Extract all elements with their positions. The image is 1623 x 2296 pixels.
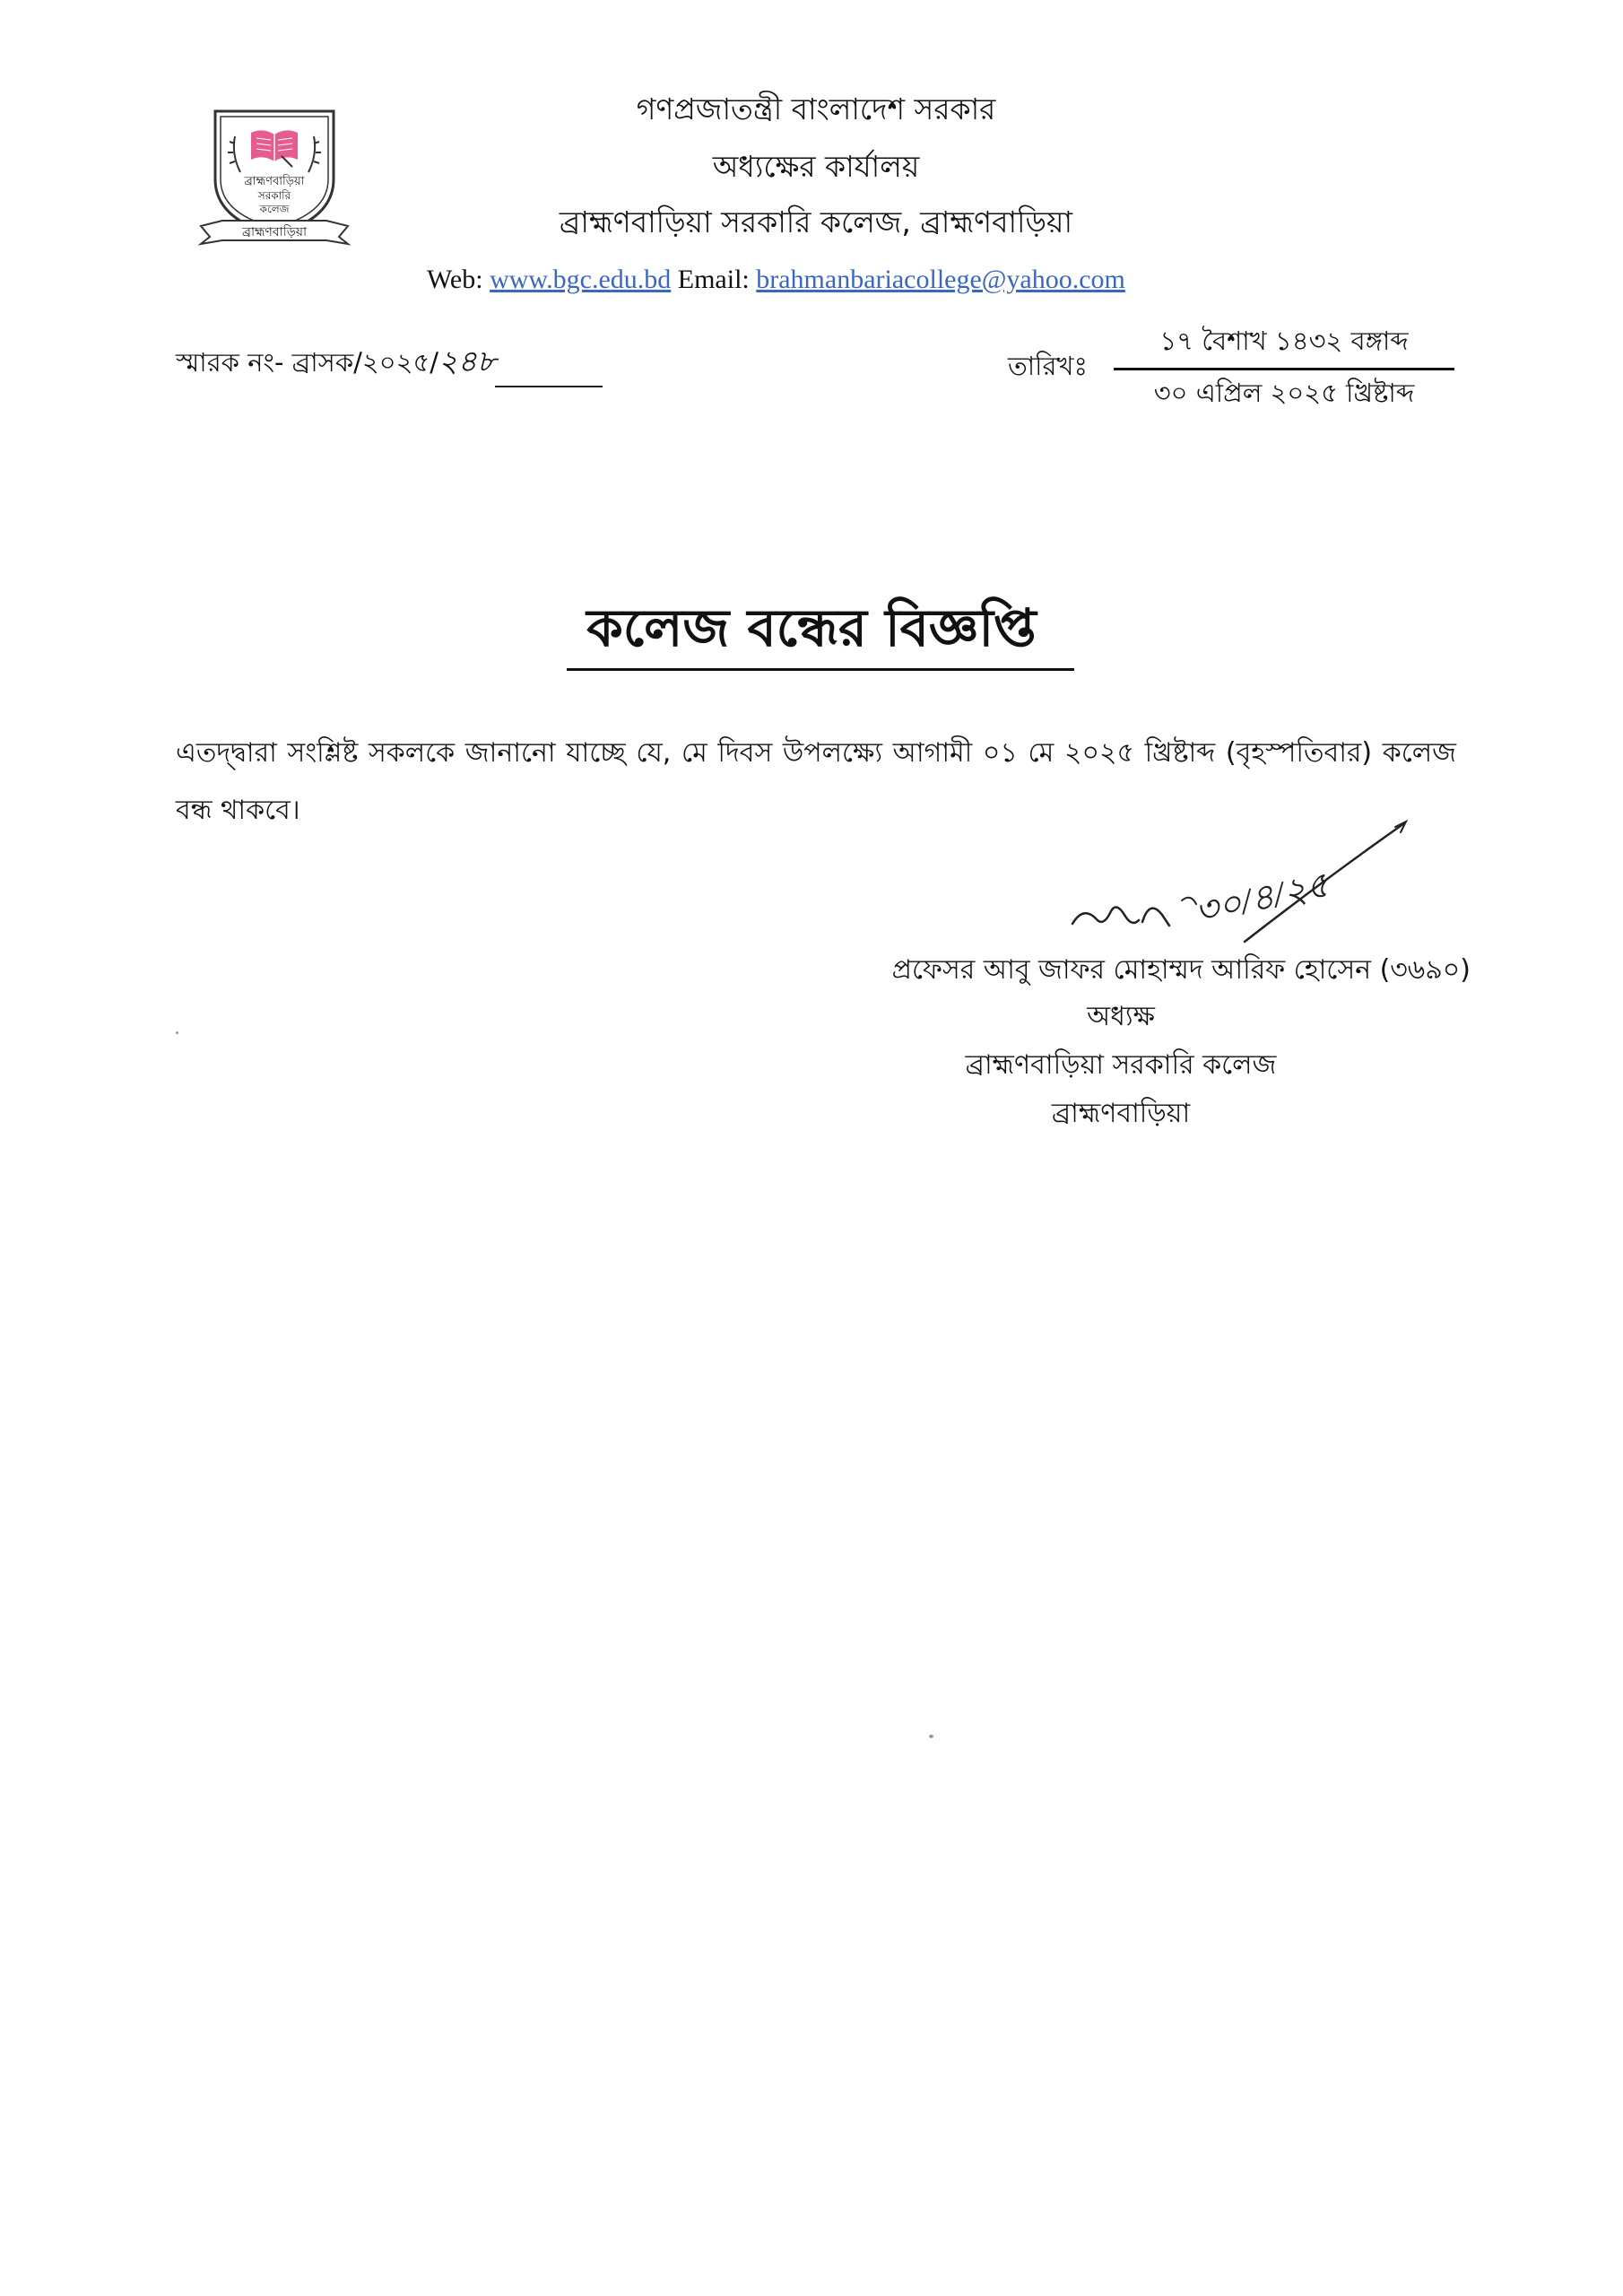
signatory-place: ব্রাহ্মণবাড়িয়া [1051, 1098, 1191, 1129]
signature-date: ৩০/৪/২৫ [1191, 864, 1333, 932]
logo-text-1: ব্রাহ্মণবাড়িয়া [244, 175, 305, 188]
date-label: তারিখঃ [1008, 351, 1088, 381]
scan-speck [929, 1735, 933, 1738]
logo-text-2: সরকারি [257, 189, 291, 202]
memo-label: স্মারক নং- ব্রাসক/২০২৫/ [176, 347, 439, 378]
memo-handwritten-number: ২৪৮ [438, 346, 497, 378]
email-link[interactable]: brahmanbariacollege@yahoo.com [756, 265, 1125, 294]
header-office: অধ্যক্ষের কার্যালয় [712, 149, 920, 184]
college-logo [195, 93, 353, 248]
book-icon [251, 130, 298, 161]
memo-underline [495, 386, 603, 387]
header-contact [427, 262, 1234, 298]
date-gregorian: ৩০ এপ্রিল ২০২৫ খ্রিষ্টাব্দ [1153, 378, 1415, 408]
scan-speck [176, 1031, 178, 1034]
signatory-title: অধ্যক্ষ [1087, 1001, 1155, 1032]
header-college: ব্রাহ্মণবাড়িয়া সরকারি কলেজ, ব্রাহ্মণবাড়িয়া [559, 204, 1073, 239]
notice-title: কলেজ বন্ধের বিজ্ঞপ্তি [586, 597, 1037, 658]
notice-body: এতদ্দ্বারা সংশ্লিষ্ট সকলকে জানানো যাচ্ছে যে, মে দিবস উপলক্ষ্যে আগামী ০১ মে ২০২৫ খ্রিষ্টাব্দ (বৃহস্পতিবার) কলেজ বন্ধ থাকবে। [176, 737, 1456, 826]
date-divider [1114, 368, 1454, 370]
signatory-name: প্রফেসর আবু জাফর মোহাম্মদ আরিফ হোসেন (৩৬৯০) [891, 954, 1471, 986]
logo-ribbon-text: ব্রাহ্মণবাড়িয়া [241, 225, 308, 239]
memo-number [176, 344, 496, 380]
email-label: Email: [677, 265, 750, 294]
title-underline [567, 668, 1074, 671]
signatory-college: ব্রাহ্মণবাড়িয়া সরকারি কলেজ [965, 1049, 1277, 1081]
logo-text-3: কলেজ [259, 203, 290, 215]
logo-shield [215, 111, 334, 235]
quill-icon [282, 156, 292, 167]
date-bangla: ১৭ বৈশাখ ১৪৩২ বঙ্গাব্দ [1159, 326, 1409, 356]
header-government: গণপ্রজাতন্ত্রী বাংলাদেশ সরকার [636, 91, 996, 126]
website-link[interactable]: www.bgc.edu.bd [490, 265, 672, 294]
web-label: Web: [427, 265, 483, 294]
